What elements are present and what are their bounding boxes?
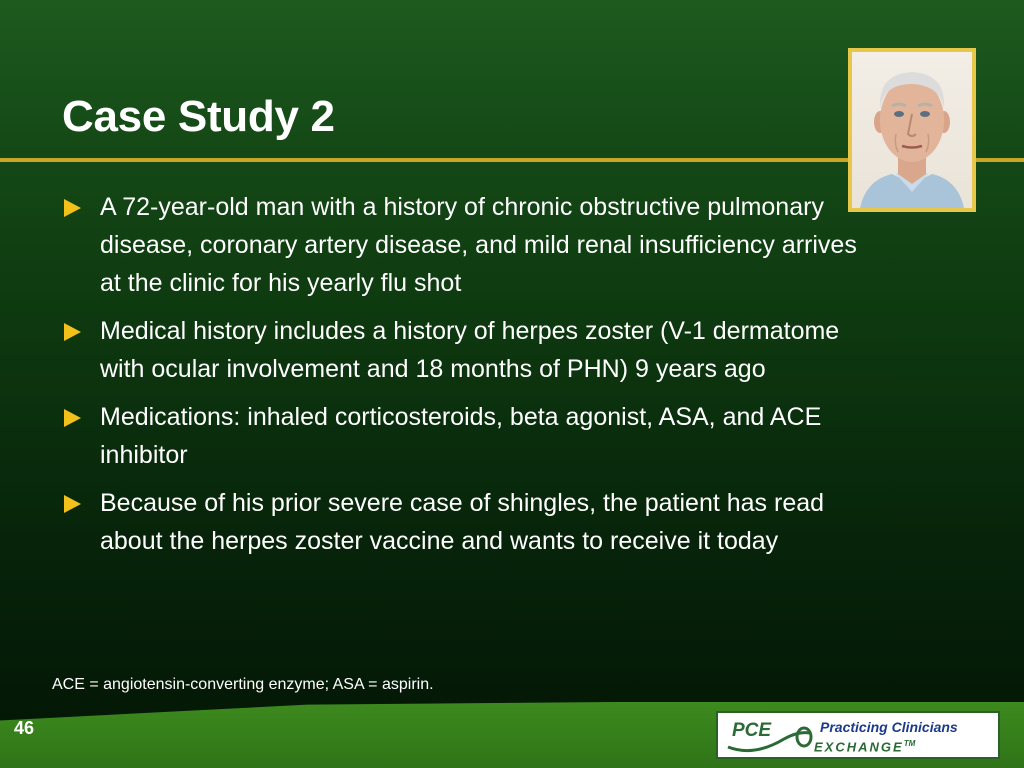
logo-exchange-text: EXCHANGE (814, 739, 904, 755)
logo-practicing-clinicians: Practicing Clinicians (820, 719, 958, 735)
bullet-text: Medications: inhaled corticosteroids, beta agonist, ASA, and ACE inhibitor (100, 403, 822, 469)
elderly-man-portrait-image (852, 52, 972, 208)
triangle-bullet-icon (64, 409, 81, 427)
bullet-patient-presentation (62, 188, 882, 302)
pce-logo (716, 711, 1000, 759)
patient-photo (852, 52, 972, 208)
case-details-list (62, 188, 882, 570)
bullet-text: A 72-year-old man with a history of chronic obstructive pulmonary disease, coronary artery disease, and mild renal insufficiency arrives at the clinic for his yearly flu shot (100, 193, 857, 297)
logo-pce-text: PCE (732, 720, 772, 741)
logo-exchange (814, 739, 915, 754)
bullet-medical-history (62, 312, 882, 388)
triangle-bullet-icon (64, 199, 81, 217)
triangle-bullet-icon (64, 323, 81, 341)
bullet-medications (62, 398, 882, 474)
triangle-bullet-icon (64, 495, 81, 513)
bullet-vaccine-request (62, 484, 882, 560)
bullet-text: Because of his prior severe case of shingles, the patient has read about the herpes zoster vaccine and wants to receive it today (100, 489, 825, 555)
slide-title: Case Study 2 (62, 92, 335, 141)
page-number: 46 (14, 718, 35, 738)
abbreviation-footnote: ACE = angiotensin-converting enzyme; ASA = aspirin. (52, 676, 434, 693)
logo-trademark: TM (903, 739, 916, 748)
bullet-text: Medical history includes a history of herpes zoster (V-1 dermatome with ocular involvement and 18 months of PHN) 9 years ago (100, 317, 840, 383)
